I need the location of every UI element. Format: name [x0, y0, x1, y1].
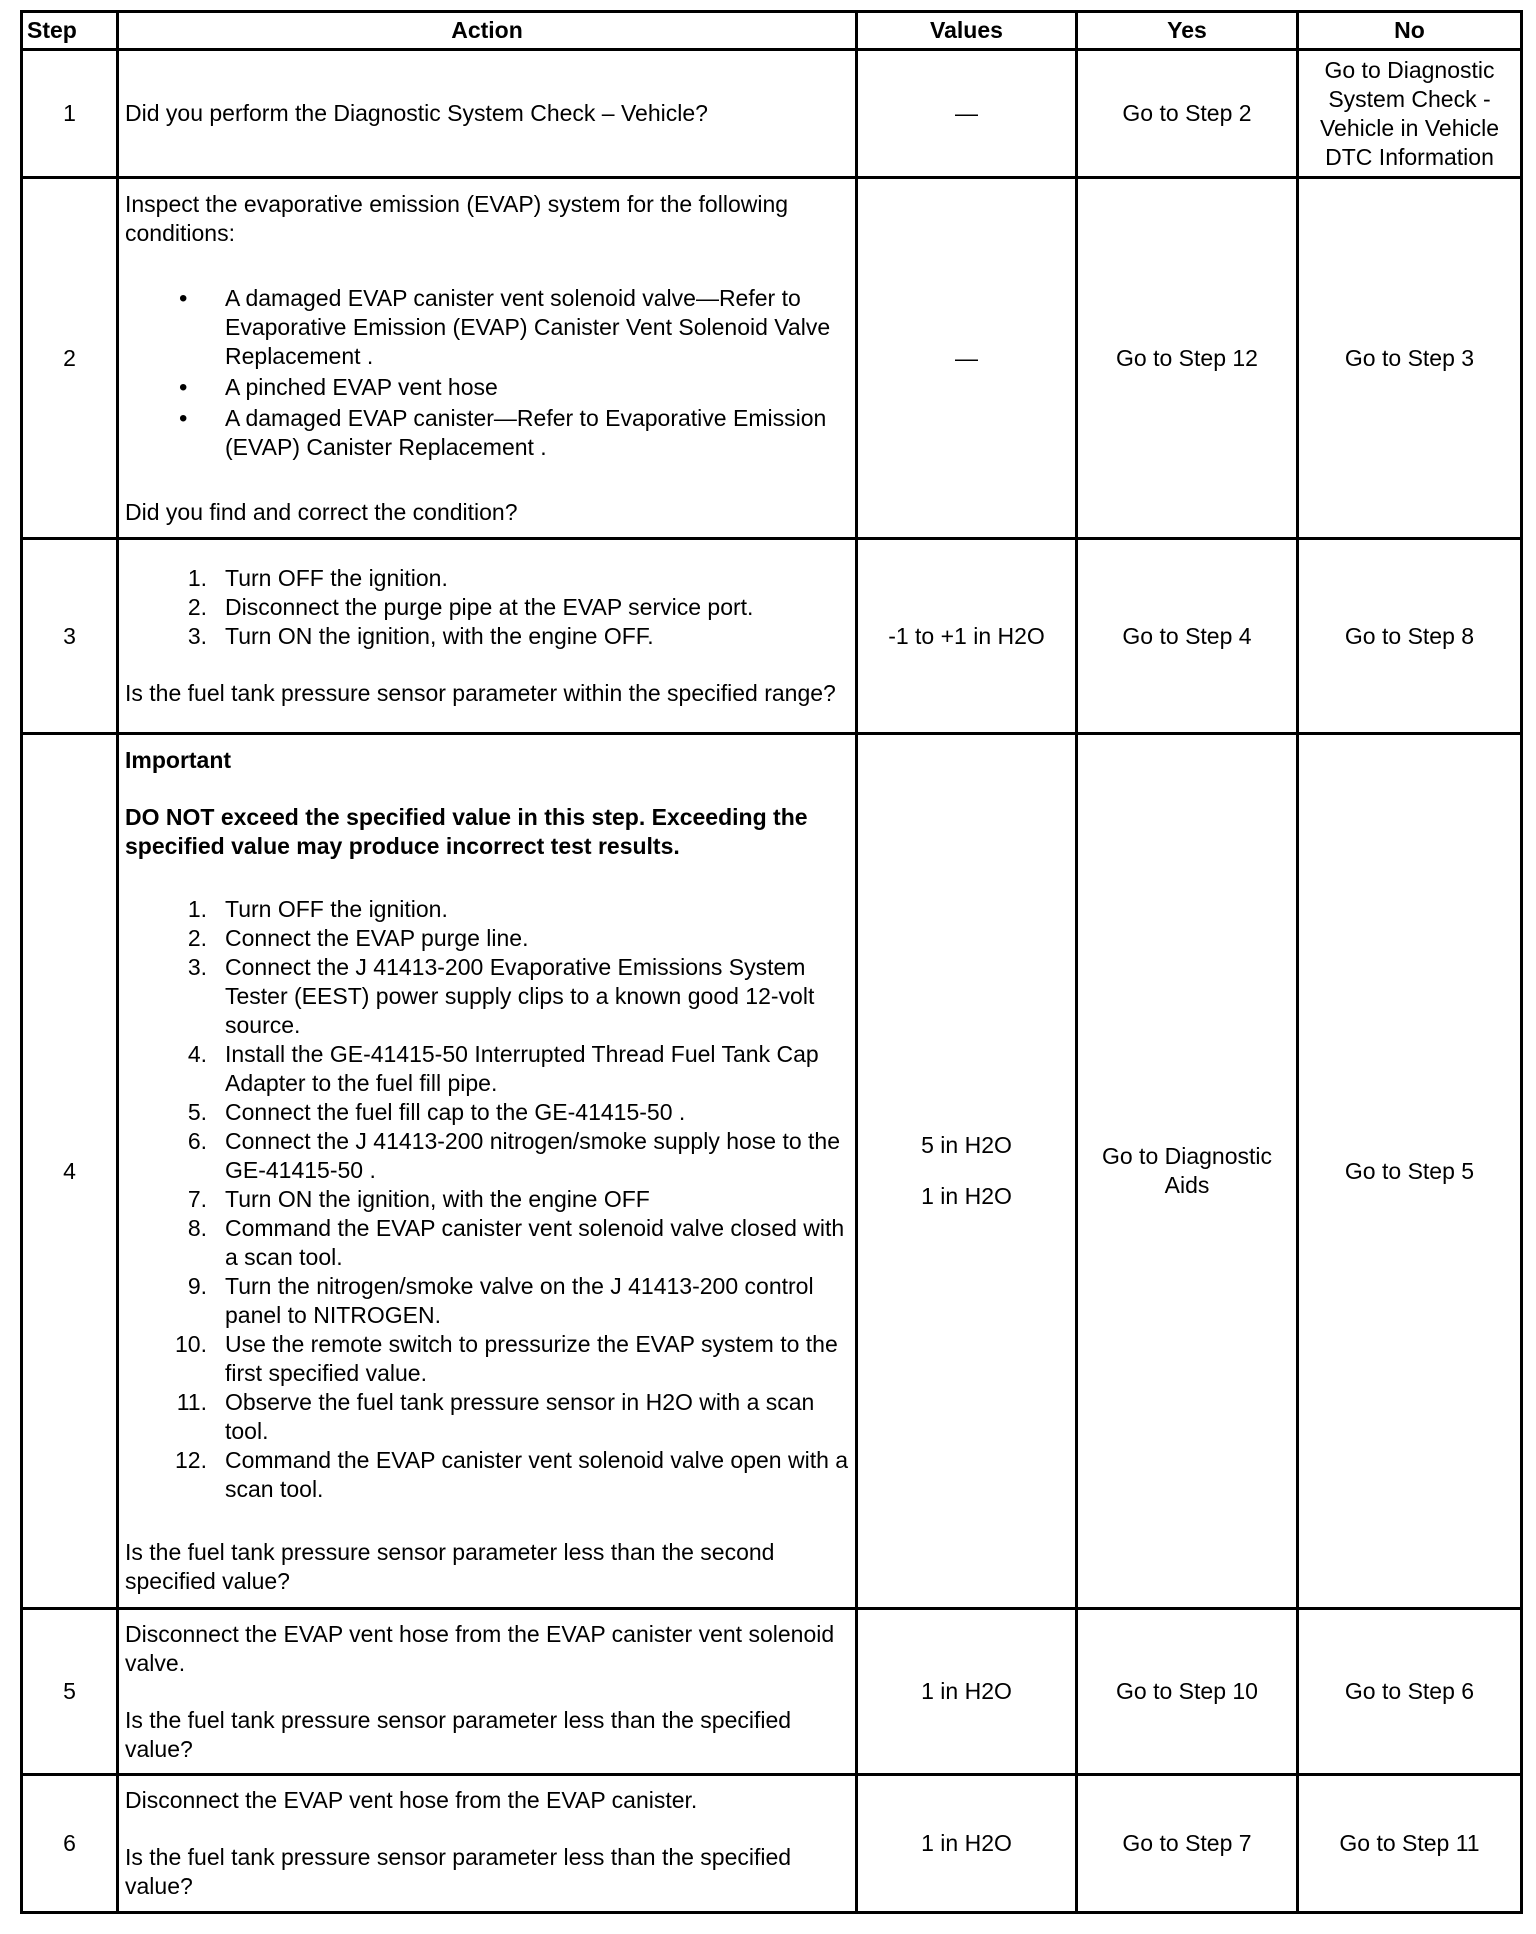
step-number: 3 [22, 539, 118, 734]
list-item: 9. Turn the nitrogen/smoke valve on the J 41413-200 control panel to NITROGEN. [187, 1273, 814, 1328]
yes-cell: Go to Step 7 [1077, 1775, 1298, 1913]
table-row [22, 178, 1522, 539]
yes-cell: Go to Diagnostic Aids [1077, 734, 1298, 1609]
diagnostic-table [20, 10, 1523, 1914]
step-number: 6 [22, 1775, 118, 1913]
diagnostic-page [20, 10, 1520, 1914]
action-cell [118, 1609, 857, 1775]
table-row [22, 734, 1522, 1609]
list-item: 1. Turn OFF the ignition. [187, 565, 448, 591]
no-cell: Go to Step 6 [1298, 1609, 1522, 1775]
yes-cell: Go to Step 2 [1077, 50, 1298, 178]
list-item: 1. Turn OFF the ignition. [187, 896, 448, 922]
table-row [22, 50, 1522, 178]
values-cell: — [857, 50, 1077, 178]
yes-cell: Go to Step 4 [1077, 539, 1298, 734]
header-yes: Yes [1077, 12, 1298, 50]
list-item: 3. Connect the J 41413-200 Evaporative Emissions System Tester (EEST) power supply clips to a known good 12-volt source. [187, 954, 815, 1038]
list-item: • A damaged EVAP canister vent solenoid valve—Refer to Evaporative Emission (EVAP) Canister Vent Solenoid Valve Replacement . [165, 284, 849, 371]
header-action: Action [118, 12, 857, 50]
action-cell [118, 1775, 857, 1913]
important-title: Important [125, 747, 232, 773]
action-question: Is the fuel tank pressure sensor parameter less than the second specified value? [125, 1539, 775, 1594]
list-item: 10. Use the remote switch to pressurize the EVAP system to the first specified value. [175, 1331, 838, 1386]
list-item: 5. Connect the fuel fill cap to the GE-41415-50 . [187, 1099, 686, 1125]
step-number: 1 [22, 50, 118, 178]
values-cell: 1 in H2O [857, 1775, 1077, 1913]
table-row [22, 539, 1522, 734]
step-number: 2 [22, 178, 118, 539]
list-item: 7. Turn ON the ignition, with the engine OFF [187, 1186, 650, 1212]
action-question: Is the fuel tank pressure sensor parameter less than the specified value? [125, 1844, 792, 1899]
table-row [22, 1609, 1522, 1775]
action-cell [118, 50, 857, 178]
list-item: • A damaged EVAP canister—Refer to Evaporative Emission (EVAP) Canister Replacement . [165, 404, 849, 462]
header-row [22, 12, 1522, 50]
list-item: 4. Install the GE-41415-50 Interrupted Thread Fuel Tank Cap Adapter to the fuel fill pipe. [187, 1041, 819, 1096]
important-text: DO NOT exceed the specified value in this step. Exceeding the specified value may produce incorrect test results. [125, 804, 808, 859]
action-intro: Disconnect the EVAP vent hose from the EVAP canister. [125, 1787, 698, 1813]
values-cell [857, 734, 1077, 1609]
list-item: 8. Command the EVAP canister vent solenoid valve closed with a scan tool. [187, 1215, 845, 1270]
action-question: Is the fuel tank pressure sensor parameter less than the specified value? [125, 1706, 792, 1762]
step-number: 4 [22, 734, 118, 1609]
list-item: 11. Observe the fuel tank pressure sensor in H2O with a scan tool. [176, 1389, 815, 1444]
action-cell [118, 734, 857, 1609]
no-cell: Go to Step 3 [1298, 178, 1522, 539]
action-intro: Disconnect the EVAP vent hose from the EVAP canister vent solenoid valve. [125, 1620, 835, 1676]
header-values: Values [857, 12, 1077, 50]
values-cell: — [857, 178, 1077, 539]
value-first: 5 in H2O [921, 1132, 1012, 1158]
values-cell: -1 to +1 in H2O [857, 539, 1077, 734]
values-cell: 1 in H2O [857, 1609, 1077, 1775]
list-item: • A pinched EVAP vent hose [165, 373, 849, 402]
header-no: No [1298, 12, 1522, 50]
list-item: 2. Disconnect the purge pipe at the EVAP service port. [187, 594, 754, 620]
list-item: 3. Turn ON the ignition, with the engine OFF. [187, 623, 654, 649]
value-second: 1 in H2O [921, 1183, 1012, 1209]
yes-cell: Go to Step 12 [1077, 178, 1298, 539]
list-item: 12. Command the EVAP canister vent solenoid valve open with a scan tool. [175, 1447, 849, 1502]
no-cell: Go to Step 8 [1298, 539, 1522, 734]
condition-list [125, 284, 849, 462]
no-cell: Go to Step 11 [1298, 1775, 1522, 1913]
action-question: Is the fuel tank pressure sensor parameter within the specified range? [125, 680, 836, 706]
action-question: Did you find and correct the condition? [125, 498, 518, 525]
procedure-list [125, 564, 849, 651]
action-question: Did you perform the Diagnostic System Check – Vehicle? [125, 100, 708, 126]
header-step: Step [22, 12, 118, 50]
action-intro: Inspect the evaporative emission (EVAP) system for the following conditions: [125, 190, 789, 246]
list-item: 6. Connect the J 41413-200 nitrogen/smoke supply hose to the GE-41415-50 . [187, 1128, 841, 1183]
no-cell: Go to Step 5 [1298, 734, 1522, 1609]
action-cell [118, 178, 857, 539]
list-item: 2. Connect the EVAP purge line. [187, 925, 529, 951]
action-cell [118, 539, 857, 734]
procedure-list [125, 895, 849, 1504]
step-number: 5 [22, 1609, 118, 1775]
no-cell: Go to Diagnostic System Check - Vehicle in Vehicle DTC Information [1298, 50, 1522, 178]
yes-cell: Go to Step 10 [1077, 1609, 1298, 1775]
table-row [22, 1775, 1522, 1913]
